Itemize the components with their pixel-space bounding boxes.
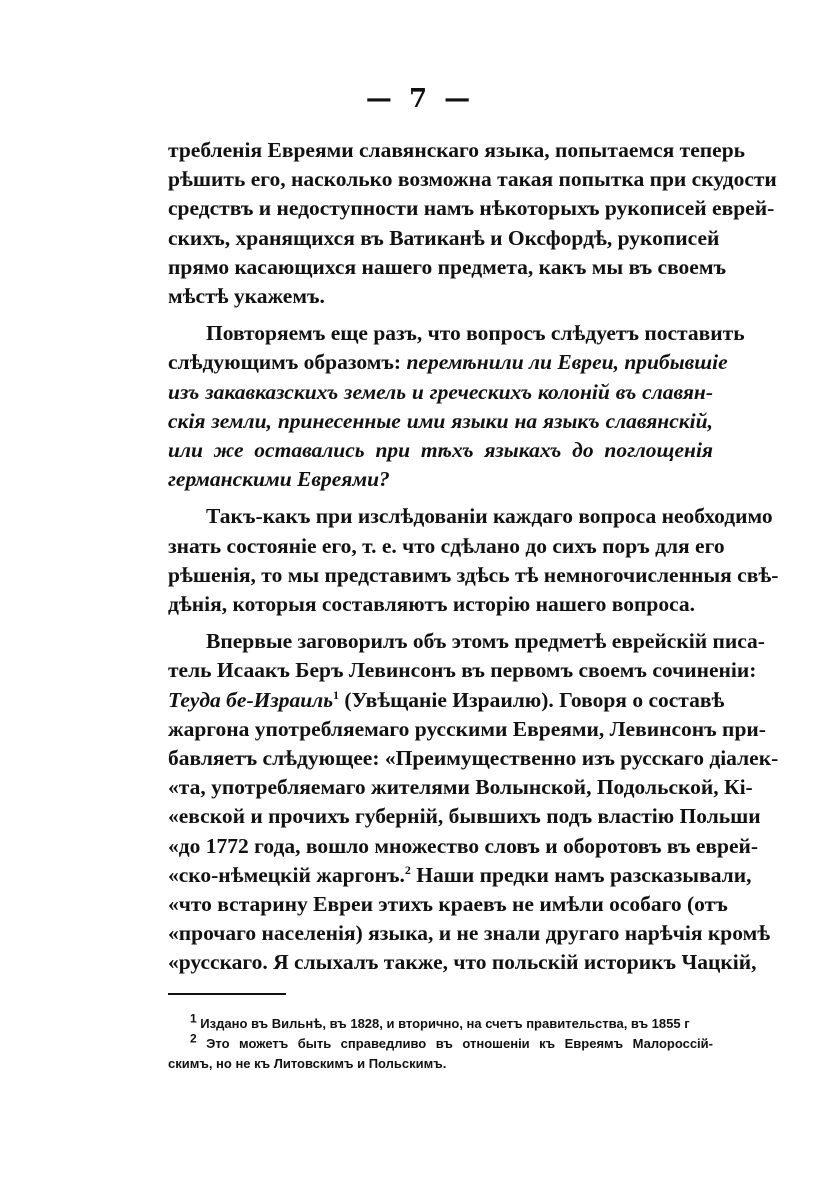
italic-line: или же оставались при тѣхъ языкахъ до поглощенія [168, 438, 713, 463]
text-segment: «ско-нѣмецкій жаргонъ. [168, 862, 405, 887]
text-segment: (Увѣщаніе Израилю). Говоря о составѣ [339, 687, 725, 712]
text-line: мѣстѣ укажемъ. [168, 284, 325, 309]
text-line: тель Исаакъ Беръ Левинсонъ въ первомъ своемъ сочиненіи: [168, 658, 757, 683]
italic-line: изъ закавказскихъ земель и греческихъ колоній въ славян- [168, 379, 713, 404]
footnote-mark: 1 [190, 1011, 197, 1026]
footnotes [168, 1011, 713, 1074]
footnote-mark: 2 [190, 1031, 197, 1046]
footnote-1 [168, 1011, 713, 1034]
text-line: дѣнія, которыя составляютъ исторію нашего вопроса. [168, 592, 696, 617]
text-line [168, 686, 725, 715]
text-line: жаргона употребляемаго русскими Евреями, Левинсонъ при- [168, 716, 766, 741]
text-line: рѣшить его, насколько возможна такая попытка при скудости [168, 167, 777, 192]
text-line: Впервые заговорилъ объ этомъ предметѣ еврейскій писа- [206, 629, 765, 654]
text-line: требленія Евреями славянскаго языка, попытаемся теперь [168, 138, 746, 162]
text-line: Такъ-какъ при изслѣдованіи каждаго вопроса необходимо [206, 504, 773, 529]
footnote-2-continued: скимъ, но не къ Литовскимъ и Польскимъ. [168, 1056, 447, 1071]
text-line: «что встарину Евреи этихъ краевъ не имѣли особаго (отъ [168, 892, 728, 917]
text-line: «прочаго населенія) языка, и не знали другаго нарѣчія кромѣ [168, 921, 771, 946]
paragraph-1 [168, 136, 777, 311]
italic-text: перемѣнили ли Евреи, прибывшіе [406, 350, 728, 375]
footnote-ref-2[interactable]: 2 [404, 862, 411, 877]
italic-line: германскими Евреями? [168, 467, 390, 492]
body-text [168, 136, 779, 978]
text-line [168, 861, 752, 890]
text-line: рѣшенія, то мы представимъ здѣсь тѣ немногочисленныя свѣ- [168, 562, 779, 587]
footnote-text: Издано въ Вильнѣ, въ 1828, и вторично, на счетъ правительства, въ 1855 г [196, 1016, 690, 1031]
text-line: бавляетъ слѣдующее: «Преимущественно изъ русскаго діалек- [168, 746, 779, 771]
italic-line: скія земли, принесенные ими языки на языкъ славянскій, [168, 408, 713, 433]
text-segment: слѣдующимъ образомъ: [168, 350, 407, 375]
text-line: «та, употребляемаго жителями Волынской, Подольской, Кі- [168, 775, 753, 800]
paragraph-2 [168, 319, 745, 494]
text-line: «русскаго. Я слыхалъ также, что польскій историкъ Чацкій, [168, 950, 757, 975]
paragraph-4 [168, 627, 779, 977]
footnote-ref-1[interactable]: 1 [333, 687, 340, 702]
text-line: знать состояніе его, т. е. что сдѣлано до сихъ поръ для его [168, 533, 725, 558]
paragraph-3 [168, 502, 779, 619]
text-line: средствъ и недоступности намъ нѣкоторыхъ рукописей еврей- [168, 196, 775, 221]
text-line: «евской и прочихъ губерній, бывшихъ подъ властію Польши [168, 804, 761, 829]
footnote-text: Это можетъ быть справедливо въ отношеніи къ Евреямъ Малороссій- [196, 1036, 713, 1051]
text-line: скихъ, хранящихся въ Ватиканѣ и Оксфордѣ, рукописей [168, 225, 720, 250]
footnote-divider [168, 993, 286, 995]
text-line [168, 348, 728, 377]
page-number: — 7 — [365, 84, 475, 114]
text-segment: Наши предки намъ разсказывали, [410, 862, 752, 887]
book-title: Теуда бе-Израиль [168, 687, 334, 712]
text-line: Повторяемъ еще разъ, что вопросъ слѣдуетъ поставить [206, 321, 745, 346]
text-line: прямо касающихся нашего предмета, какъ мы въ своемъ [168, 254, 727, 279]
footnote-2 [168, 1031, 713, 1054]
text-line: «до 1772 года, вошло множество словъ и оборотовъ въ еврей- [168, 833, 759, 858]
